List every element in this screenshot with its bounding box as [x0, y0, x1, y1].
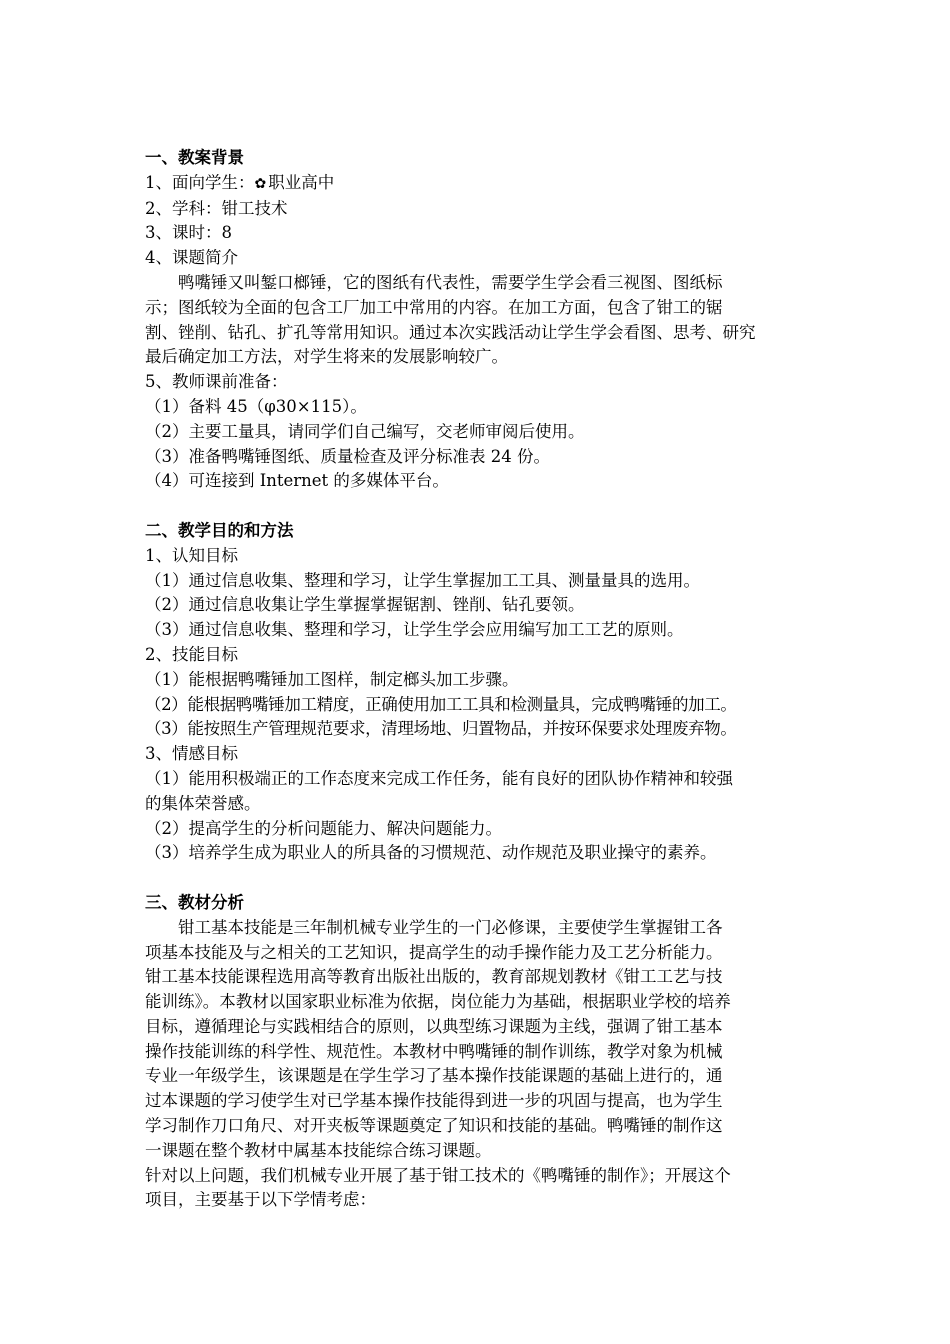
gear-icon: ✿: [254, 175, 267, 192]
goal-heading: 1、认知目标: [145, 545, 238, 565]
intro-line: 示；图纸较为全面的包含工厂加工中常用的内容。在加工方面，包含了钳工的锯: [145, 297, 723, 317]
intro-line: 鸭嘴锤又叫錾口榔锤，它的图纸有代表性，需要学生学会看三视图、图纸标: [178, 272, 723, 292]
goal-item: （1）通过信息收集、整理和学习，让学生掌握加工工具、测量量具的选用。: [145, 570, 700, 590]
section-2-heading: 二、教学目的和方法: [145, 520, 294, 540]
goal-item: （2）通过信息收集让学生掌握掌握锯割、锉削、钻孔要领。: [145, 595, 585, 615]
goal-heading: 3、情感目标: [145, 744, 238, 764]
goal-item: （3）培养学生成为职业人的所具备的习惯规范、动作规范及职业操守的素养。: [145, 843, 717, 863]
spacer: [145, 494, 810, 519]
analysis-line: 一课题在整个教材中属基本技能综合练习课题。: [145, 1140, 492, 1160]
item-students: [145, 171, 810, 197]
analysis-line: 钳工基本技能是三年制机械专业学生的一门必修课，主要使学生掌握钳工各: [178, 917, 723, 937]
item-students-label: 1、面向学生：: [145, 172, 255, 192]
item-hours: 3、课时：8: [145, 223, 232, 243]
prep-item: （4）可连接到 Internet 的多媒体平台。: [145, 471, 449, 491]
analysis-line: 过本课题的学习使学生对已学基本操作技能得到进一步的巩固与提高，也为学生: [145, 1091, 723, 1111]
goal-item: （1）能根据鸭嘴锤加工图样，制定榔头加工步骤。: [145, 669, 519, 689]
analysis-line: 项基本技能及与之相关的工艺知识，提高学生的动手操作能力及工艺分析能力。: [145, 942, 723, 962]
analysis-line: 钳工基本技能课程选用高等教育出版社出版的，教育部规划教材《钳工工艺与技: [145, 967, 723, 987]
goal-item: （3）能按照生产管理规范要求，清理场地、归置物品，并按环保要求处理废弃物。: [145, 719, 737, 739]
item-topic: 4、课题简介: [145, 248, 238, 268]
goal-item: （3）通过信息收集、整理和学习，让学生学会应用编写加工工艺的原则。: [145, 620, 684, 640]
spacer: [145, 866, 810, 891]
prep-item: （1）备料 45（φ30×115）。: [145, 396, 367, 416]
intro-line: 割、锉削、钻孔、扩孔等常用知识。通过本次实践活动让学生学会看图、思考、研究: [145, 322, 756, 342]
prep-item: （2）主要工量具，请同学们自己编写，交老师审阅后使用。: [145, 421, 585, 441]
closing-line: 针对以上问题，我们机械专业开展了基于钳工技术的《鸭嘴锤的制作》；开展这个: [145, 1165, 731, 1185]
goal-item: （2）能根据鸭嘴锤加工精度，正确使用加工工具和检测量具，完成鸭嘴锤的加工。: [145, 694, 737, 714]
goal-item: （2）提高学生的分析问题能力、解决问题能力。: [145, 818, 502, 838]
item-students-value: 职业高中: [268, 172, 335, 192]
analysis-line: 能训练》。本教材以国家职业标准为依据，岗位能力为基础，根据职业学校的培养: [145, 992, 731, 1012]
prep-item: （3）准备鸭嘴锤图纸、质量检查及评分标准表 24 份。: [145, 446, 550, 466]
analysis-line: 专业一年级学生，该课题是在学生学习了基本操作技能课题的基础上进行的，通: [145, 1066, 723, 1086]
item-subject: 2、学科：钳工技术: [145, 198, 288, 218]
analysis-line: 学习制作刀口角尺、对开夹板等课题奠定了知识和技能的基础。鸭嘴锤的制作这: [145, 1116, 723, 1136]
intro-line: 最后确定加工方法，对学生将来的发展影响较广。: [145, 347, 508, 367]
analysis-line: 操作技能训练的科学性、规范性。本教材中鸭嘴锤的制作训练，教学对象为机械: [145, 1041, 723, 1061]
goal-heading: 2、技能目标: [145, 644, 238, 664]
section-3-heading: 三、教材分析: [145, 892, 244, 912]
analysis-line: 目标，遵循理论与实践相结合的原则，以典型练习课题为主线，强调了钳工基本: [145, 1016, 723, 1036]
item-prep: 5、教师课前准备：: [145, 372, 288, 392]
document-page: [145, 146, 810, 1213]
closing-line: 项目，主要基于以下学情考虑：: [145, 1190, 376, 1210]
section-1-heading: 一、教案背景: [145, 148, 244, 167]
goal-item: 的集体荣誉感。: [145, 793, 261, 813]
goal-item: （1）能用积极端正的工作态度来完成工作任务，能有良好的团队协作精神和较强: [145, 768, 733, 788]
